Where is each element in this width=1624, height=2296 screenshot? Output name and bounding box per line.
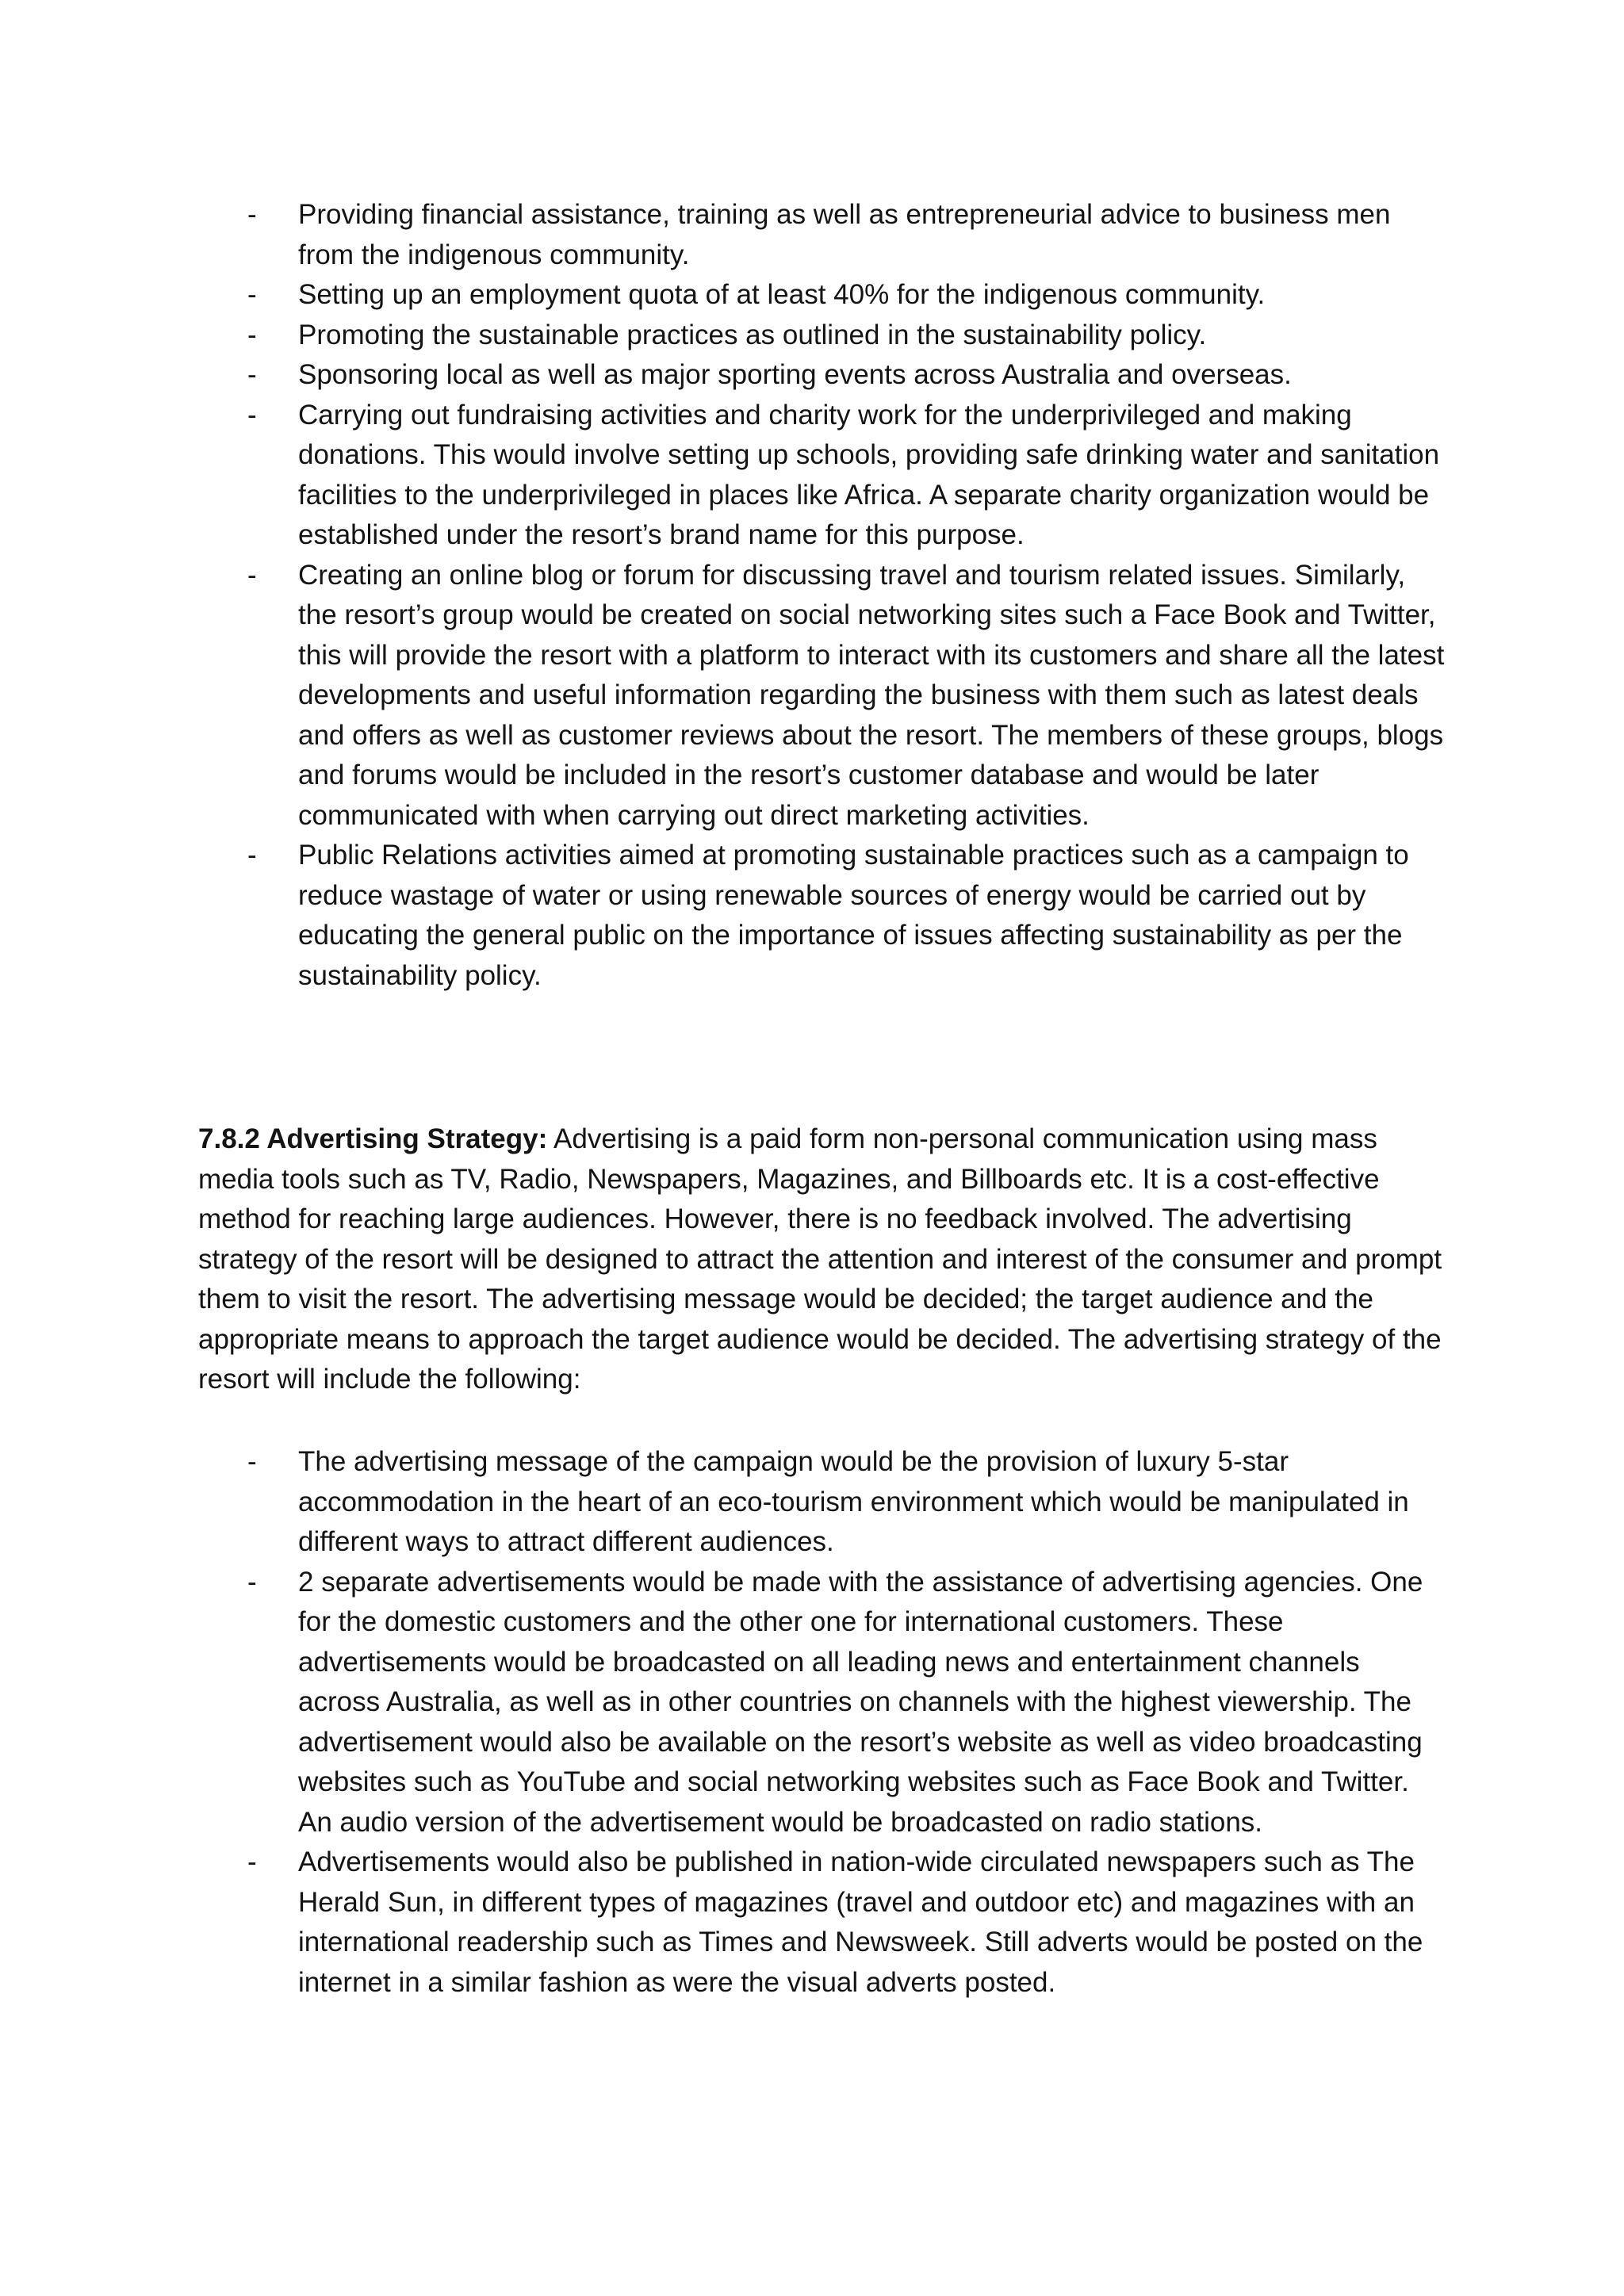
list-item — [0, 1563, 1624, 1843]
list-item — [0, 1442, 1624, 1563]
section-heading: 7.8.2 Advertising Strategy: — [198, 1123, 548, 1154]
list-item-text: Providing financial assistance, training as well as entrepreneurial advice to business men from the indigenous community. — [298, 199, 1391, 270]
csr-activities-list — [0, 195, 1624, 996]
list-dash: - — [247, 840, 257, 871]
list-item — [0, 355, 1624, 396]
advertising-strategy-paragraph — [198, 1119, 1445, 1400]
list-item — [0, 195, 1624, 275]
section-body: Advertising is a paid form non-personal communication using mass media tools such as TV, Radio, Newspapers, Magazines, and Billboards etc. It is a cost-effective method for reaching large audiences. However, there is no feedback involved. The advertising strategy of the resort will be designed to attract the attention and interest of the consumer and prompt them to visit the resort. The advertising message would be decided; the target audience and the appropriate means to approach the target audience would be decided. The advertising strategy of the resort will include the following: — [198, 1123, 1442, 1395]
list-dash: - — [247, 1566, 257, 1598]
list-dash: - — [247, 359, 257, 390]
list-item-text: Setting up an employment quota of at least 40% for the indigenous community. — [298, 279, 1266, 310]
list-item-text: The advertising message of the campaign would be the provision of luxury 5-star accommodation in the heart of an eco-tourism environment which would be manipulated in different ways to attract different audiences. — [298, 1446, 1409, 1557]
list-item-text: Advertisements would also be published in nation-wide circulated newspapers such as The Herald Sun, in different types of magazines (travel and outdoor etc) and magazines with an international readership such as Times and Newsweek. Still adverts would be posted on the internet in a similar fashion as were the visual adverts posted. — [298, 1846, 1423, 1998]
list-item-text: Public Relations activities aimed at promoting sustainable practices such as a campaign to reduce wastage of water or using renewable sources of energy would be carried out by educating the general public on the importance of issues affecting sustainability as per the sustainability policy. — [298, 840, 1409, 991]
advertising-strategy-list — [0, 1442, 1624, 2003]
list-item-text: Creating an online blog or forum for discussing travel and tourism related issues. Similarly, the resort’s group would be created on social networking sites such a Face Book and Twitter, this will provide the resort with a platform to interact with its customers and share all the latest developments and useful information regarding the business with them such as latest deals and offers as well as customer reviews about the resort. The members of these groups, blogs and forums would be included in the resort’s customer database and would be later communicated with when carrying out direct marketing activities. — [298, 559, 1445, 831]
list-dash: - — [247, 399, 257, 430]
list-item-text: Promoting the sustainable practices as outlined in the sustainability policy. — [298, 319, 1207, 350]
list-dash: - — [247, 1846, 257, 1877]
list-item — [0, 316, 1624, 356]
list-dash: - — [247, 279, 257, 310]
list-dash: - — [247, 199, 257, 230]
list-item — [0, 1843, 1624, 2003]
list-item-text: Carrying out fundraising activities and charity work for the underprivileged and making donations. This would involve setting up schools, providing safe drinking water and sanitation facilities to the underprivileged in places like Africa. A separate charity organization would be established under the resort’s brand name for this purpose. — [298, 399, 1440, 550]
list-item — [0, 396, 1624, 556]
list-dash: - — [247, 1446, 257, 1477]
list-item — [0, 275, 1624, 316]
list-item — [0, 556, 1624, 836]
list-item-text: 2 separate advertisements would be made with the assistance of advertising agencies. One for the domestic customers and the other one for international customers. These advertisements would be broadcasted on all leading news and entertainment channels across Australia, as well as in other countries on channels with the highest viewership. The advertisement would also be available on the resort’s website as well as video broadcasting websites such as YouTube and social networking websites such as Face Book and Twitter. An audio version of the advertisement would be broadcasted on radio stations. — [298, 1566, 1423, 1838]
list-item — [0, 836, 1624, 996]
list-dash: - — [247, 559, 257, 591]
list-dash: - — [247, 319, 257, 350]
list-item-text: Sponsoring local as well as major sporting events across Australia and overseas. — [298, 359, 1292, 390]
